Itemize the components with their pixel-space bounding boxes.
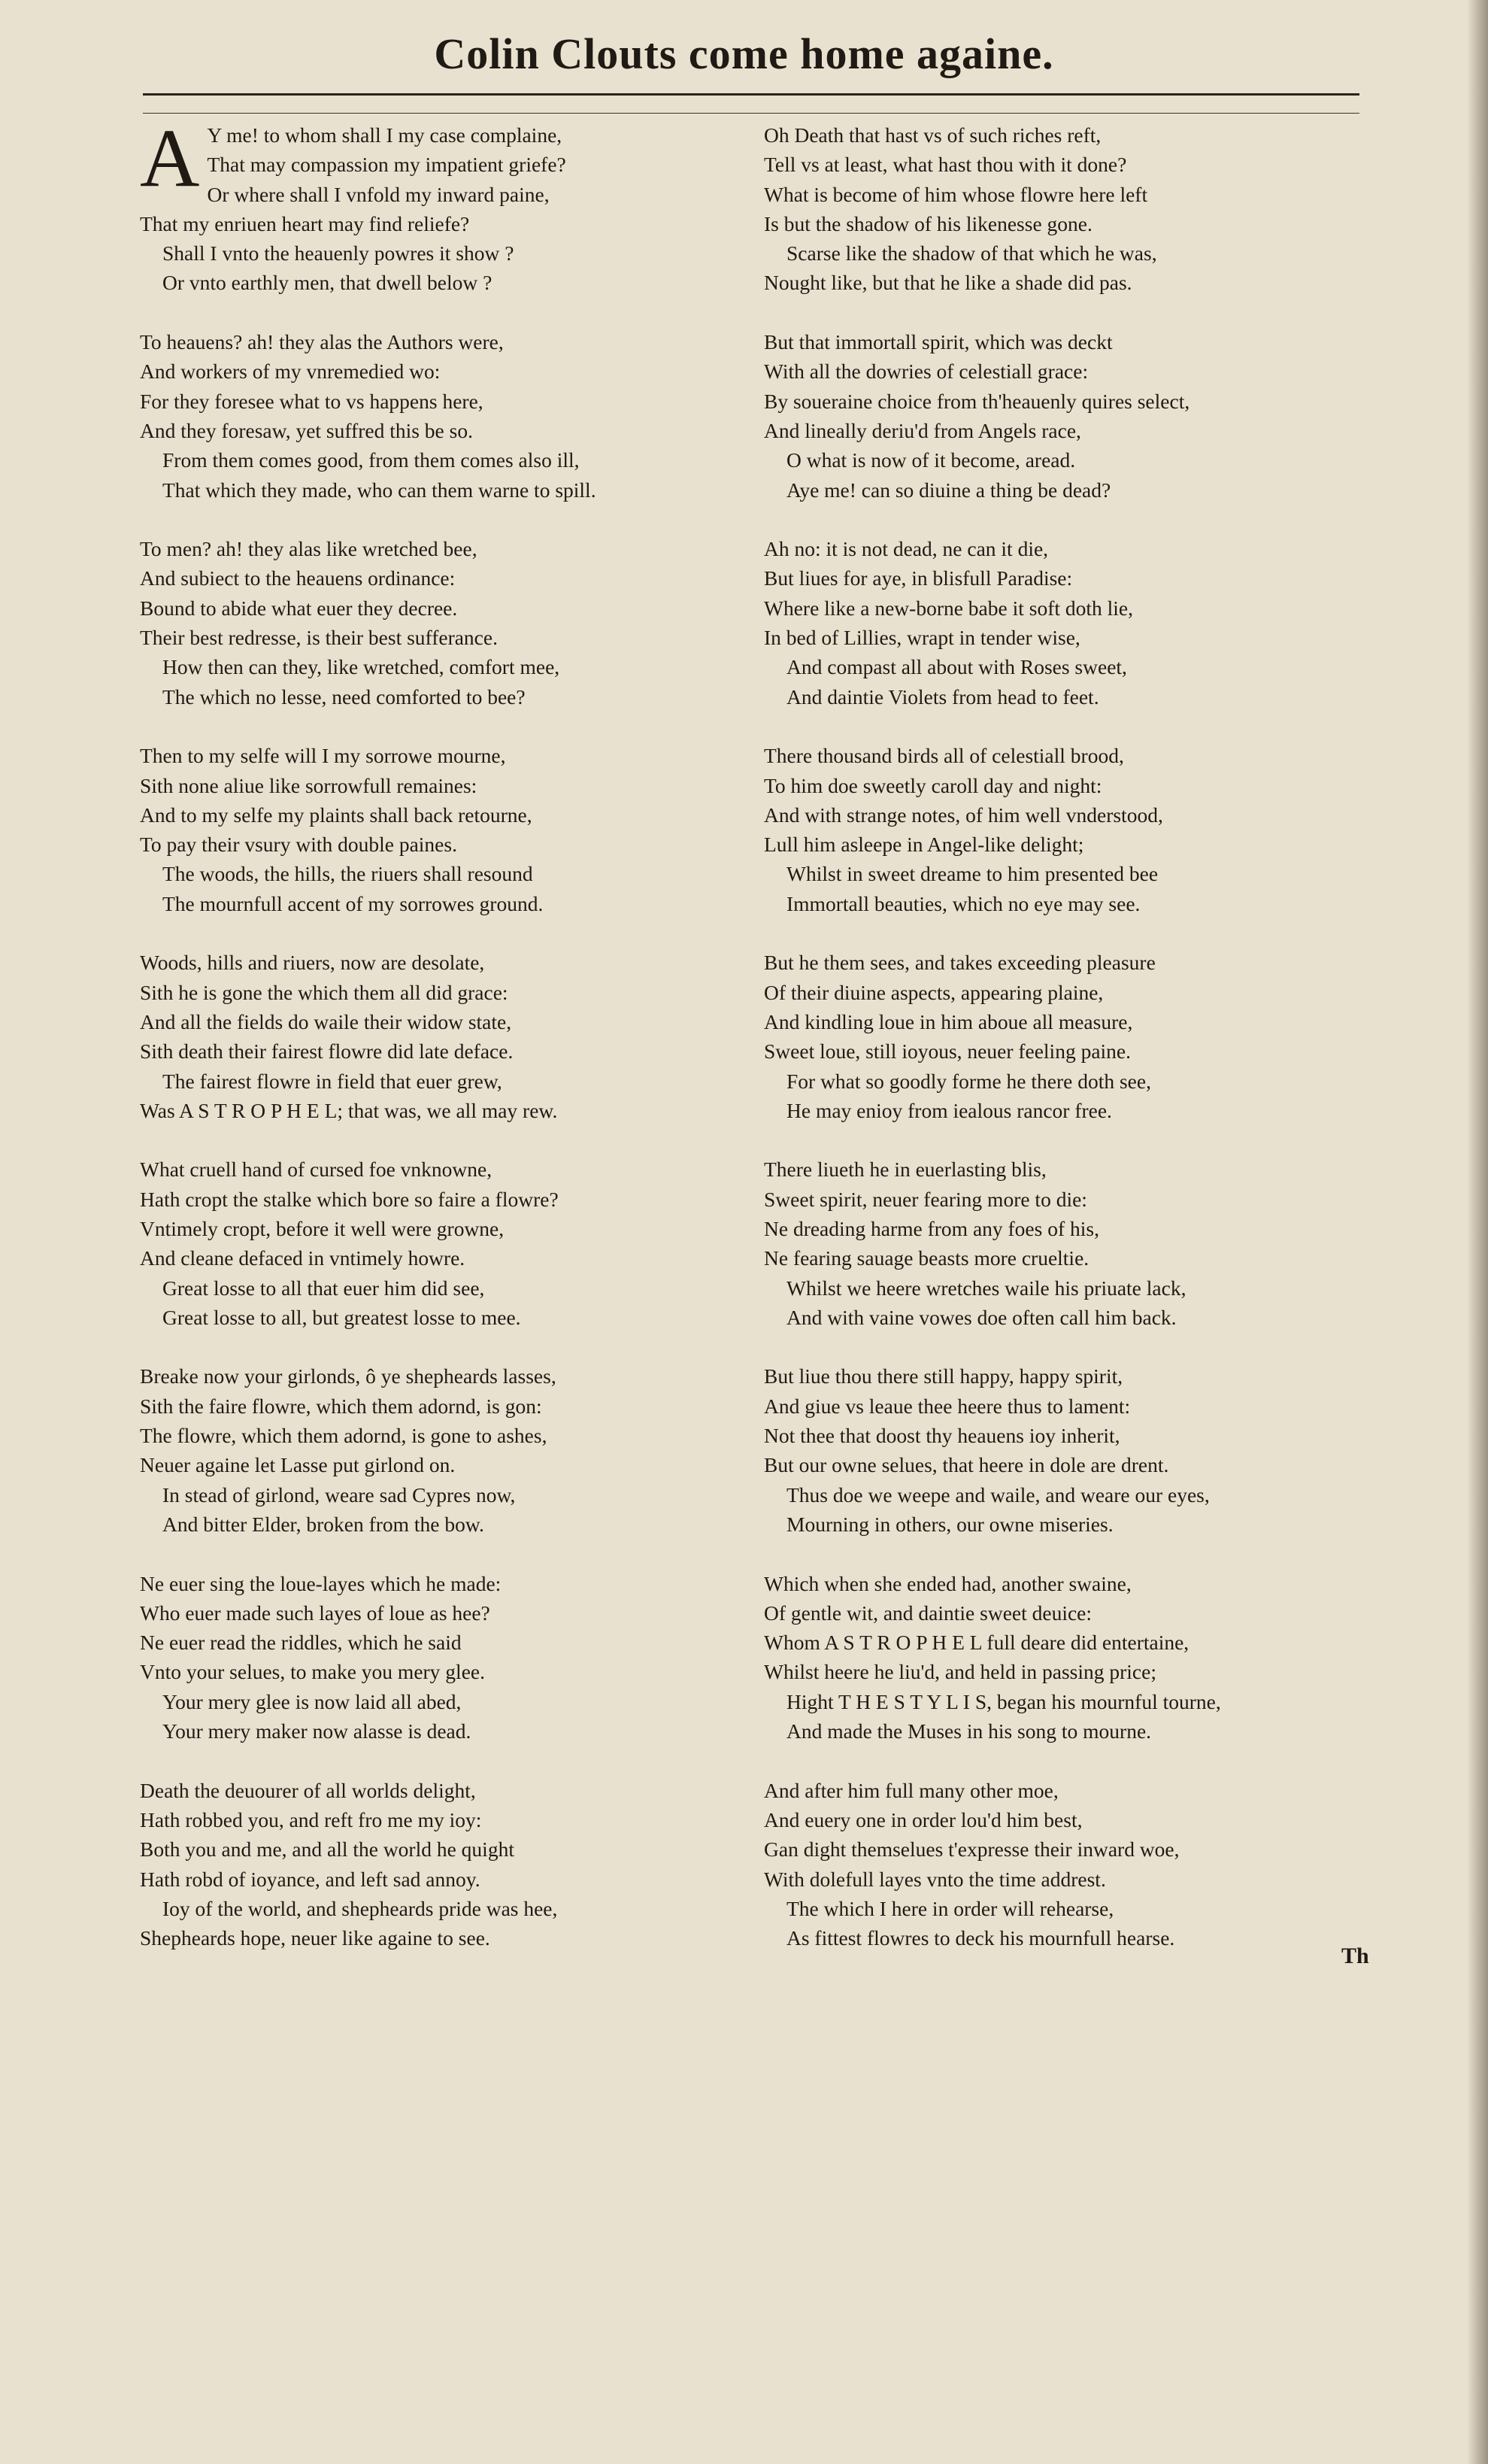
column-rule <box>143 113 1359 114</box>
verse-line: Or where shall I vnfold my inward paine, <box>207 182 550 206</box>
verse-line: In stead of girlond, weare sad Cypres now, <box>162 1482 516 1507</box>
verse-line: With dolefull layes vnto the time addrest. <box>764 1867 1106 1891</box>
verse-line: Was A S T R O P H E L; that was, we all may rew. <box>140 1098 558 1122</box>
stanza <box>140 741 771 918</box>
verse-line: Ioy of the world, and shepheards pride was hee, <box>162 1896 558 1920</box>
verse-line: Great losse to all, but greatest losse to mee. <box>162 1305 521 1329</box>
verse-line: The woods, the hills, the riuers shall resound <box>162 862 533 886</box>
verse-line: And workers of my vnremedied wo: <box>140 360 441 384</box>
verse-line: And kindling loue in him aboue all measure, <box>764 1009 1133 1033</box>
verse-line: Ah no: it is not dead, ne can it die, <box>764 537 1049 561</box>
verse-line: And they foresaw, yet suffred this be so. <box>140 418 473 442</box>
verse-line: The mournfull accent of my sorrowes ground. <box>162 891 544 915</box>
verse-line: To heauens? ah! they alas the Authors were, <box>140 330 504 354</box>
stanza <box>764 948 1396 1125</box>
stanza <box>140 1361 771 1539</box>
verse-line: There liueth he in euerlasting blis, <box>764 1158 1047 1182</box>
verse-line: Vntimely cropt, before it well were growne, <box>140 1216 505 1240</box>
verse-line: And euery one in order lou'd him best, <box>764 1807 1083 1831</box>
verse-line: Ne euer read the riddles, which he said <box>140 1631 462 1655</box>
stanza <box>764 741 1396 918</box>
verse-line: What cruell hand of cursed foe vnknowne, <box>140 1158 492 1182</box>
verse-line: But he them sees, and takes exceeding pleasure <box>764 951 1156 975</box>
verse-line: Death the deuourer of all worlds delight, <box>140 1778 476 1802</box>
verse-line: Your mery glee is now laid all abed, <box>162 1689 462 1713</box>
verse-line: In bed of Lillies, wrapt in tender wise, <box>764 626 1080 650</box>
verse-line: Their best redresse, is their best sufferance. <box>140 626 498 650</box>
verse-line: Hath robbed you, and reft fro me my ioy: <box>140 1807 482 1831</box>
verse-line: To men? ah! they alas like wretched bee, <box>140 537 477 561</box>
verse-line: Shall I vnto the heauenly powres it show ? <box>162 241 514 266</box>
verse-line: Lull him asleepe in Angel-like delight; <box>764 833 1084 857</box>
verse-line: That my enriuen heart may find reliefe? <box>140 211 470 235</box>
verse-line: Hight T H E S T Y L I S, began his mournful tourne, <box>786 1689 1221 1713</box>
verse-line: Ne fearing sauage beasts more crueltie. <box>764 1246 1089 1270</box>
right-column <box>764 120 1396 1983</box>
verse-line: Sith the faire flowre, which them adornd, is gon: <box>140 1394 542 1418</box>
verse-line: From them comes good, from them comes also ill, <box>162 448 580 472</box>
verse-line: Neuer againe let Lasse put girlond on. <box>140 1453 456 1477</box>
verse-line: And daintie Violets from head to feet. <box>786 684 1099 709</box>
verse-line: For what so goodly forme he there doth see, <box>786 1069 1151 1093</box>
verse-line: To pay their vsury with double paines. <box>140 833 457 857</box>
verse-line: Thus doe we weepe and waile, and weare our eyes, <box>786 1482 1210 1507</box>
verse-line: The which I here in order will rehearse, <box>786 1896 1114 1920</box>
verse-line: Hath cropt the stalke which bore so faire a flowre? <box>140 1187 559 1211</box>
verse-line: Mourning in others, our owne miseries. <box>786 1512 1114 1536</box>
verse-line: The flowre, which them adornd, is gone to ashes, <box>140 1424 547 1448</box>
verse-line: And all the fields do waile their widow state, <box>140 1009 512 1033</box>
verse-line: Great losse to all that euer him did see, <box>162 1276 485 1300</box>
verse-line: For they foresee what to vs happens here, <box>140 389 483 413</box>
verse-line: Of gentle wit, and daintie sweet deuice: <box>764 1601 1093 1625</box>
verse-line: How then can they, like wretched, comfort mee, <box>162 655 560 679</box>
verse-line: And made the Muses in his song to mourne. <box>786 1719 1152 1743</box>
stanza <box>764 1776 1396 1953</box>
verse-line: Nought like, but that he like a shade did pas. <box>764 271 1132 295</box>
verse-line: Sith none aliue like sorrowfull remaines: <box>140 773 477 797</box>
verse-line: Not thee that doost thy heauens ioy inherit, <box>764 1424 1120 1448</box>
verse-line: But liues for aye, in blisfull Paradise: <box>764 566 1073 590</box>
verse-line: He may enioy from iealous rancor free. <box>786 1098 1112 1122</box>
verse-line: As fittest flowres to deck his mournfull hearse. <box>786 1926 1175 1950</box>
verse-line: And compast all about with Roses sweet, <box>786 655 1127 679</box>
verse-line: Shepheards hope, neuer like againe to see. <box>140 1926 490 1950</box>
stanza <box>140 1776 771 1953</box>
verse-line: Aye me! can so diuine a thing be dead? <box>786 478 1111 502</box>
verse-line: Bound to abide what euer they decree. <box>140 596 458 620</box>
verse-line: And with vaine vowes doe often call him back. <box>786 1305 1177 1329</box>
verse-line: Gan dight themselues t'expresse their inward woe, <box>764 1837 1180 1862</box>
verse-line: But that immortall spirit, which was deckt <box>764 330 1113 354</box>
verse-line: Then to my selfe will I my sorrowe mourne, <box>140 744 506 768</box>
stanza <box>764 327 1396 505</box>
stanza <box>764 1361 1396 1539</box>
verse-line: Is but the shadow of his likenesse gone. <box>764 211 1093 235</box>
verse-line: And bitter Elder, broken from the bow. <box>162 1512 484 1536</box>
verse-line: By soueraine choice from th'heauenly quires select, <box>764 389 1190 413</box>
stanza <box>764 1569 1396 1746</box>
stanza <box>140 112 771 298</box>
verse-line: Or vnto earthly men, that dwell below ? <box>162 271 492 295</box>
verse-line: Sith death their fairest flowre did late deface. <box>140 1039 514 1064</box>
drop-cap: A <box>140 112 200 204</box>
verse-line: And lineally deriu'd from Angels race, <box>764 418 1081 442</box>
verse-line: And after him full many other moe, <box>764 1778 1059 1802</box>
verse-line: The fairest flowre in field that euer grew, <box>162 1069 502 1093</box>
header-rule <box>143 93 1359 96</box>
verse-line: Your mery maker now alasse is dead. <box>162 1719 471 1743</box>
stanza <box>764 1155 1396 1332</box>
stanza <box>140 534 771 712</box>
left-column <box>140 112 771 1983</box>
verse-line: Sith he is gone the which them all did grace: <box>140 980 508 1004</box>
verse-line: Oh Death that hast vs of such riches reft, <box>764 123 1102 147</box>
verse-line: Who euer made such layes of loue as hee? <box>140 1601 490 1625</box>
verse-line: And to my selfe my plaints shall back retourne, <box>140 803 532 827</box>
page-edge-shadow <box>1467 0 1488 2464</box>
verse-line: Y me! to whom shall I my case complaine, <box>207 123 562 147</box>
verse-line: That which they made, who can them warne to spill. <box>162 478 596 502</box>
stanza <box>140 327 771 505</box>
verse-line: The which no lesse, need comforted to bee? <box>162 684 526 709</box>
verse-line: Of their diuine aspects, appearing plaine, <box>764 980 1104 1004</box>
verse-line: To him doe sweetly caroll day and night: <box>764 773 1102 797</box>
verse-line: Immortall beauties, which no eye may see. <box>786 891 1141 915</box>
verse-line: And cleane defaced in vntimely howre. <box>140 1246 465 1270</box>
stanza <box>140 1569 771 1746</box>
verse-line: Hath robd of ioyance, and left sad annoy. <box>140 1867 480 1891</box>
verse-line: Whilst we heere wretches waile his priuate lack, <box>786 1276 1186 1300</box>
verse-line: Tell vs at least, what hast thou with it done? <box>764 153 1127 177</box>
page-title: Colin Clouts come home againe. <box>434 29 1054 78</box>
verse-line: What is become of him whose flowre here left <box>764 182 1148 206</box>
verse-line: Sweet spirit, neuer fearing more to die: <box>764 1187 1087 1211</box>
verse-line: Whilst heere he liu'd, and held in passing price; <box>764 1660 1156 1684</box>
verse-line: There thousand birds all of celestiall brood, <box>764 744 1124 768</box>
verse-line: And with strange notes, of him well vnderstood, <box>764 803 1163 827</box>
verse-line: With all the dowries of celestiall grace: <box>764 360 1089 384</box>
verse-line: Whom A S T R O P H E L full deare did entertaine, <box>764 1631 1189 1655</box>
verse-line: Ne euer sing the loue-layes which he made: <box>140 1571 502 1595</box>
verse-line: O what is now of it become, aread. <box>786 448 1076 472</box>
verse-line: But liue thou there still happy, happy spirit, <box>764 1364 1123 1388</box>
verse-line: Scarse like the shadow of that which he was, <box>786 241 1157 266</box>
verse-line: Where like a new-borne babe it soft doth lie, <box>764 596 1133 620</box>
verse-line: That may compassion my impatient griefe? <box>207 153 566 177</box>
verse-line: Woods, hills and riuers, now are desolate, <box>140 951 485 975</box>
verse-line: But our owne selues, that heere in dole are drent. <box>764 1453 1169 1477</box>
verse-line: Which when she ended had, another swaine, <box>764 1571 1132 1595</box>
catchword: Th <box>1341 1944 1369 1968</box>
stanza <box>140 1155 771 1332</box>
verse-line: Sweet loue, still ioyous, neuer feeling paine. <box>764 1039 1132 1064</box>
stanza <box>764 534 1396 712</box>
stanza <box>764 120 1396 298</box>
verse-line: And giue vs leaue thee heere thus to lament: <box>764 1394 1131 1418</box>
verse-line: Breake now your girlonds, ô ye shepheards lasses, <box>140 1364 556 1388</box>
verse-line: Ne dreading harme from any foes of his, <box>764 1216 1099 1240</box>
verse-line: Vnto your selues, to make you mery glee. <box>140 1660 485 1684</box>
stanza <box>140 948 771 1125</box>
verse-line: Both you and me, and all the world he quight <box>140 1837 514 1862</box>
verse-line: Whilst in sweet dreame to him presented bee <box>786 862 1159 886</box>
verse-line: And subiect to the heauens ordinance: <box>140 566 456 590</box>
